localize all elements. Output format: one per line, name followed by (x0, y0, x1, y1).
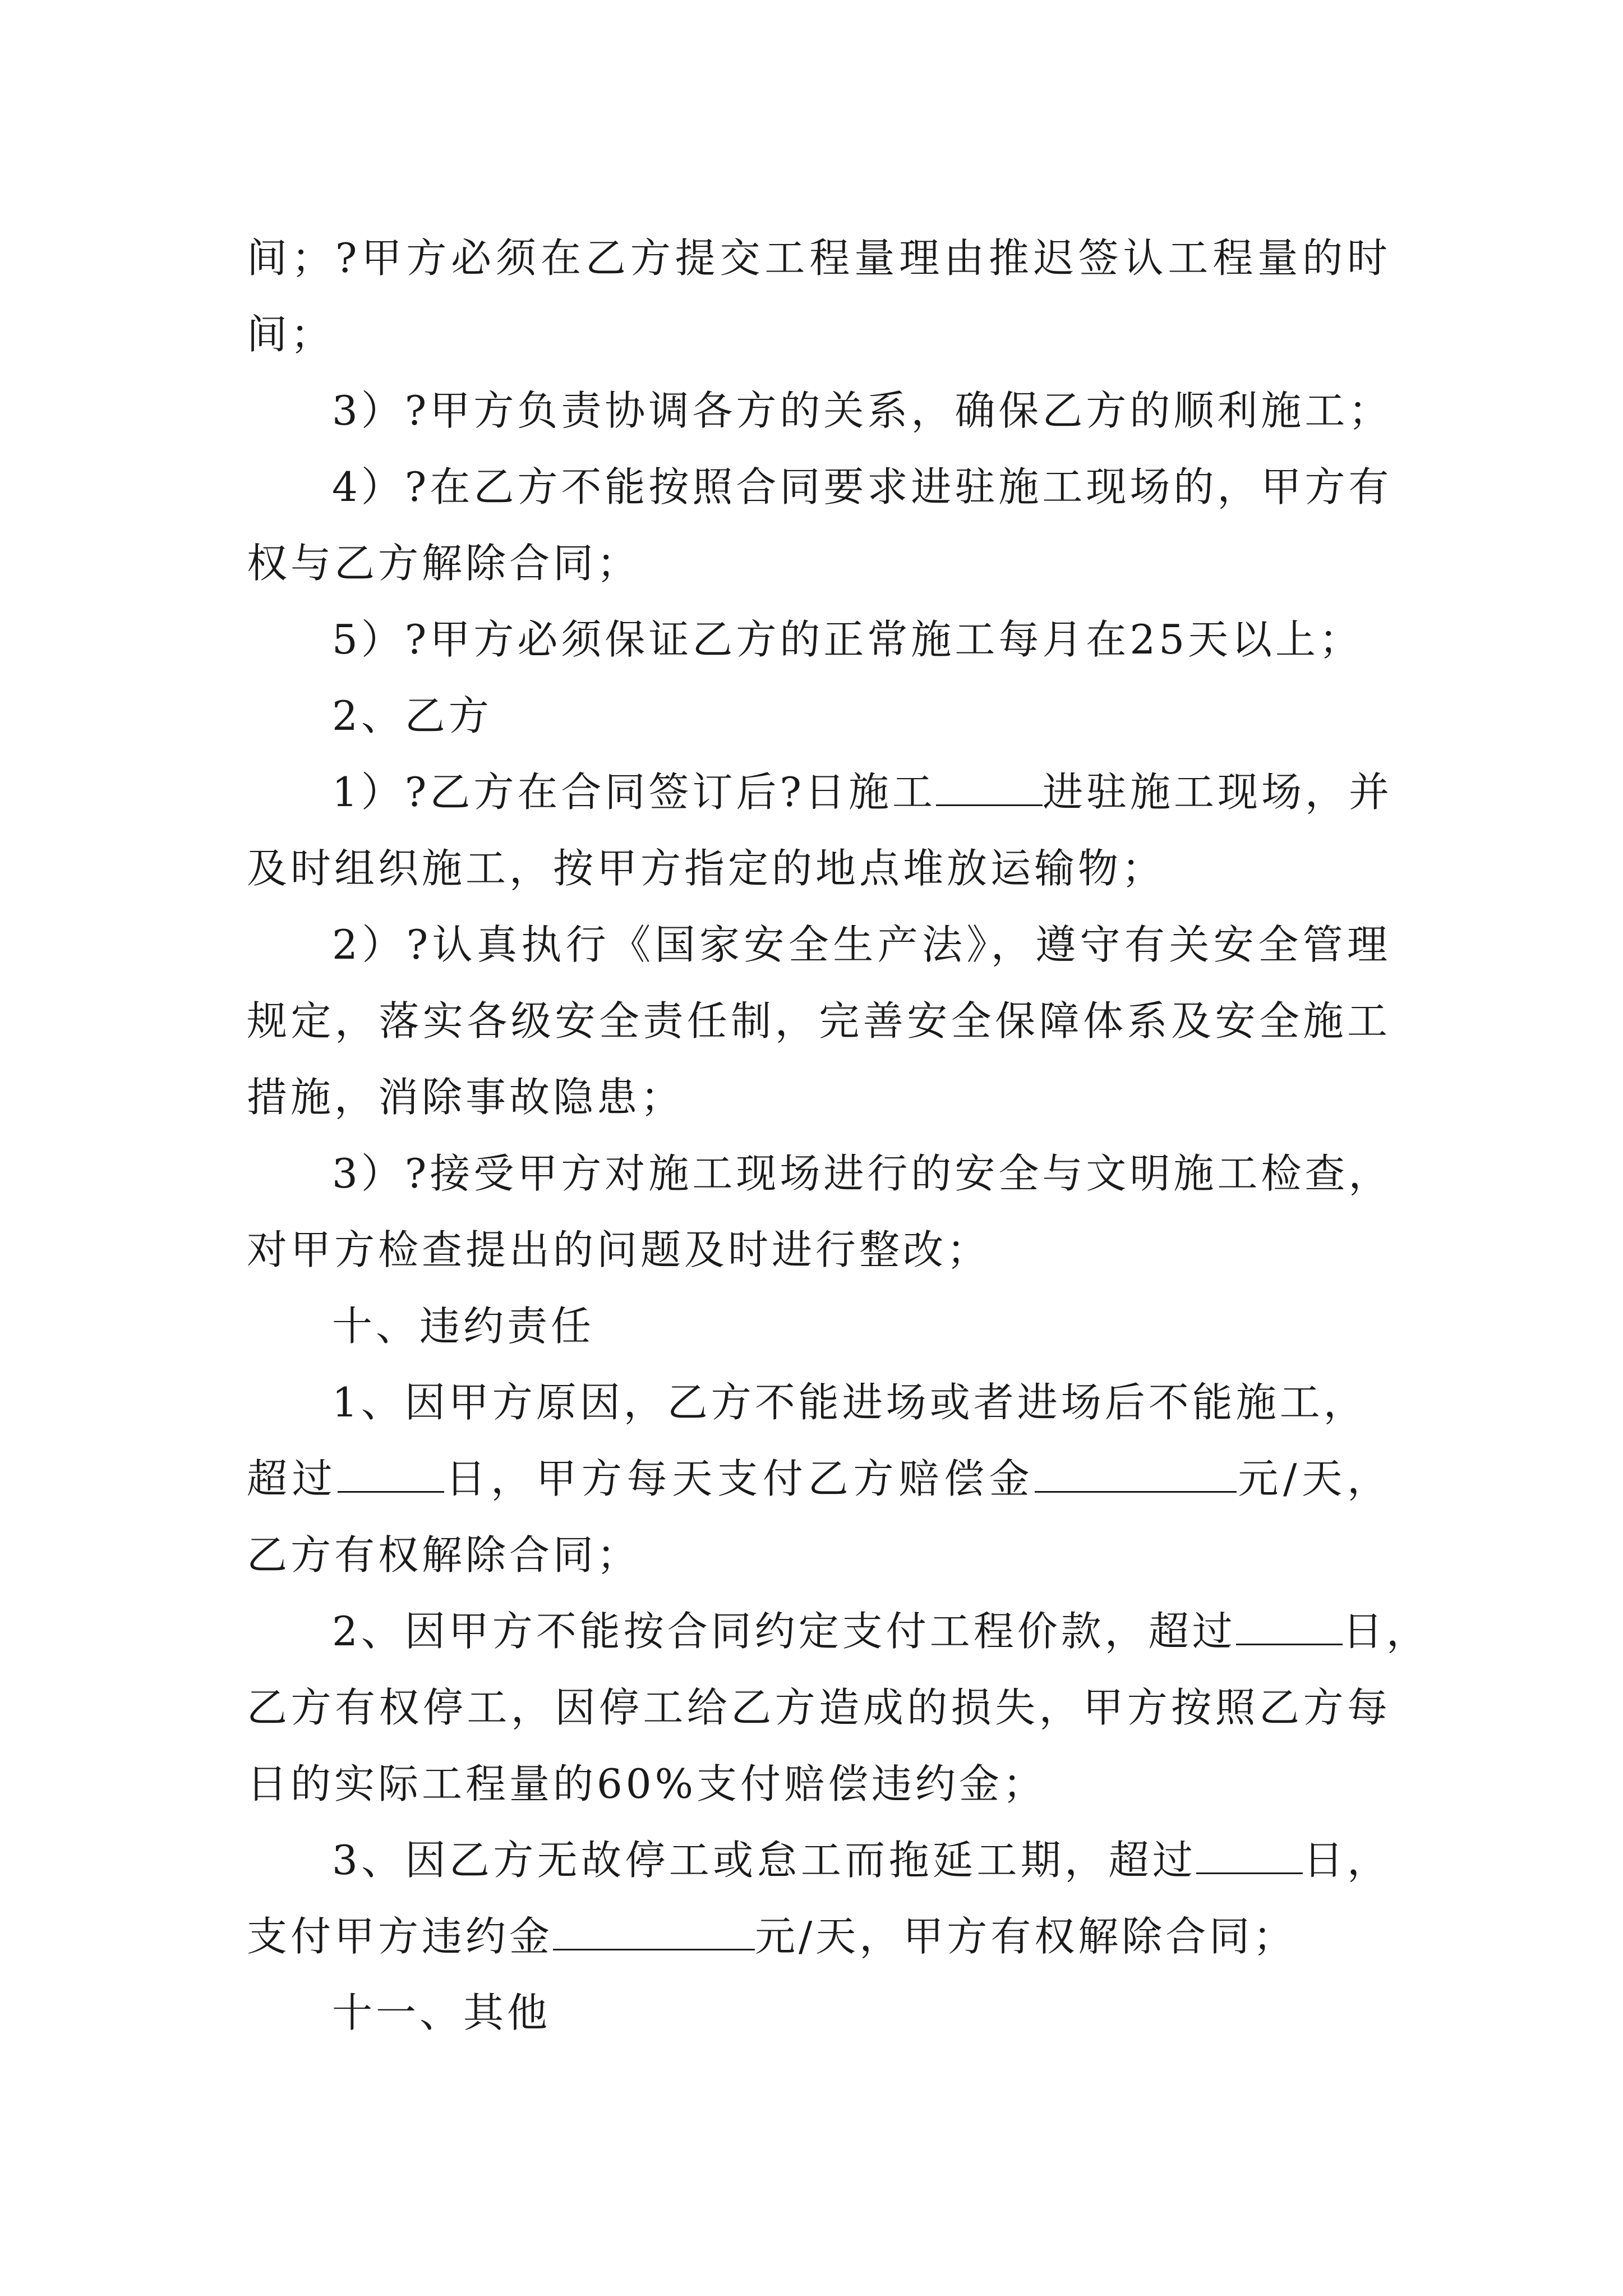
text-line: 措施，消除事故隐患； (247, 1074, 685, 1121)
text-line (247, 1593, 1430, 1669)
text-segment: 元/天， (1236, 1455, 1391, 1502)
text-line: 间； (247, 311, 335, 358)
fill-in-blank (1035, 1457, 1237, 1493)
text-line: 规定，落实各级安全责任制，完善安全保障体系及安全施工 (247, 997, 1391, 1045)
section-heading: 十一、其他 (332, 1989, 551, 2036)
text-line: 乙方有权停工，因停工给乙方造成的损失，甲方按照乙方每 (247, 1684, 1391, 1731)
text-segment: 3、因乙方无故停工或怠工而拖延工期，超过 (332, 1837, 1197, 1884)
text-line: 5）?甲方必须保证乙方的正常施工每月在25天以上； (332, 616, 1363, 663)
text-line: 2）?认真执行《国家安全生产法》，遵守有关安全管理 (332, 921, 1391, 968)
text-line: 3）?甲方负责协调各方的关系，确保乙方的顺利施工； (332, 387, 1393, 434)
text-segment: 元/天，甲方有权解除合同； (755, 1913, 1297, 1960)
fill-in-blank (1236, 1610, 1343, 1645)
text-segment: 支付甲方违约金 (247, 1913, 554, 1960)
fill-in-blank (553, 1915, 755, 1950)
text-segment: 日， (1303, 1837, 1391, 1884)
text-line (247, 1441, 1391, 1517)
text-line: 间；?甲方必须在乙方提交工程量理由推迟签认工程量的时 (247, 234, 1391, 282)
document-body (247, 220, 1430, 2051)
text-segment: 2、因甲方不能按合同约定支付工程价款，超过 (332, 1608, 1236, 1655)
text-line: 3）?接受甲方对施工现场进行的安全与文明施工检查， (332, 1150, 1393, 1197)
text-line (247, 754, 1391, 830)
fill-in-blank (1196, 1839, 1303, 1874)
text-segment: 1）?乙方在合同签订后?日施工 (332, 769, 937, 816)
text-line (247, 1822, 1391, 1898)
text-segment: 日， (1342, 1608, 1430, 1655)
text-line: 4）?在乙方不能按照合同要求进驻施工现场的，甲方有 (332, 463, 1393, 510)
text-line: 乙方有权解除合同； (247, 1531, 641, 1579)
fill-in-blank (936, 771, 1043, 806)
text-line (247, 1898, 1391, 1975)
text-line: 权与乙方解除合同； (247, 540, 641, 587)
section-heading: 2、乙方 (332, 692, 492, 739)
section-heading: 十、违约责任 (332, 1303, 595, 1350)
fill-in-blank (338, 1457, 444, 1493)
text-segment: 超过 (247, 1455, 338, 1502)
text-segment: 进驻施工现场，并 (1043, 769, 1393, 816)
text-line: 日的实际工程量的60%支付赔偿违约金； (247, 1760, 1047, 1807)
text-segment: 日，甲方每天支付乙方赔偿金 (444, 1455, 1035, 1502)
text-line: 1、因甲方原因，乙方不能进场或者进场后不能施工， (332, 1379, 1367, 1426)
text-line: 及时组织施工，按甲方指定的地点堆放运输物； (247, 845, 1166, 892)
text-line: 对甲方检查提出的问题及时进行整改； (247, 1226, 991, 1273)
